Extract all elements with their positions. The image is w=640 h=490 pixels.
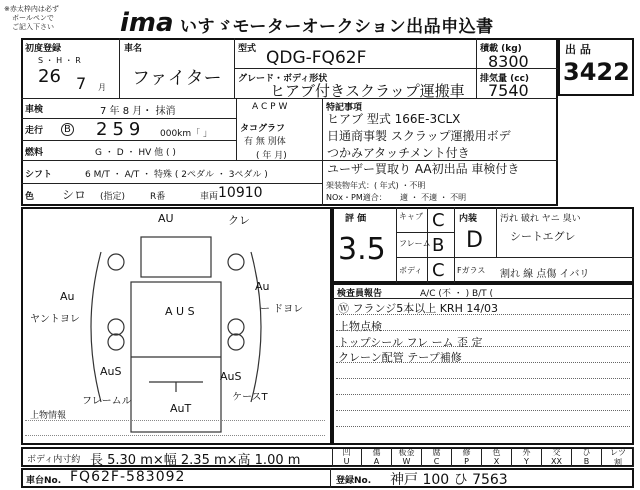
shift-label: シフト [25,170,53,180]
mileage-label: 走行 [25,126,44,136]
legend-cell: B [572,457,602,467]
legend-cell: Y [512,457,542,467]
inspection: 7 年 8 月・ 抹消 [100,106,176,117]
note-bot: ご記入下さい [12,23,54,31]
frame-grade: B [432,235,445,256]
diag-left-1: Au [60,290,75,303]
legend-cell: レツ [610,448,626,457]
nox-label: NOx・PM適合： [326,193,387,202]
inspector-line-2: 上物点検 [338,320,382,333]
first-reg-month: 7 [76,74,87,93]
first-reg-year: 26 [38,66,61,87]
interior-label: 内装 [459,214,478,224]
tachograph-date: ( 年 月) [256,151,287,161]
legend-cell: 交 [542,447,572,457]
diag-bottom: AuT [170,402,192,415]
shift: 6 M/T ・ A/T ・ 特殊 ( 2ペダル ・ 3ペダル ) [85,170,268,180]
diag-right-2: ー ドヨレ [260,304,304,315]
legend-cell: X [482,457,512,467]
note-top: ※赤太枠内は必ず [4,5,59,13]
diag-br-2: ケースT [232,392,268,403]
legend-cell: W [392,457,422,467]
legend-cell: 腐 [422,447,452,457]
diag-right-1: Au [255,280,270,293]
model: QDG-FQ62F [266,48,367,68]
legend-cell: 凹 [332,447,362,457]
mileage-b: B [61,123,74,136]
interior-notes: 汚れ 破れ ヤニ 臭い [500,214,581,224]
displacement-label: 排気量 (cc) [480,74,530,84]
legend-cell: U [332,457,362,467]
legend-cell: C [422,457,452,467]
reg-label: 登録No. [336,476,372,486]
dims-label: ボディ内寸約 [27,455,81,465]
frame-label: フレーム [399,239,431,248]
legend-cell: 板金 [392,447,422,457]
score-label: 評 価 [345,214,367,224]
dims-value: 長 5.30 m×幅 2.35 m×高 1.00 m [90,453,301,468]
weight: 10910 [218,185,263,201]
color-label: 色 [25,192,35,202]
payload-label: 積載 (kg) [480,44,522,54]
legend-row-2 [332,457,634,467]
body-label: ボディ [399,266,423,275]
reg-number: 神戸 100 ひ 7563 [390,472,508,488]
legend-cell: A [362,457,392,467]
score: 3.5 [338,232,386,267]
legend-cell: 修 [452,447,482,457]
cab-label: キャブ [399,212,423,221]
diag-top-right: クレ [228,214,250,227]
model-label: 型式 [238,44,257,54]
body-grade: C [432,260,445,281]
diag-bl-2: フレームル [82,396,132,407]
legend-cell: XX [542,457,572,467]
page-title: いすゞモーターオークション出品申込書 [180,17,494,37]
cab-grade: C [432,210,445,231]
chassis-number: FQ62F-583092 [70,469,186,485]
interior-grade: D [466,228,483,253]
legend-row-1 [332,447,634,457]
mileage: 259 [96,119,146,140]
grade: ヒアブ付きスクラップ運搬車 [270,82,465,100]
equip-label: 架装物年式：( 年式) ・不明 [326,181,426,190]
legend-cell: 割 [614,458,622,467]
month-unit: 月 [98,83,106,92]
ac-options: A C P W [252,102,288,112]
lot-number: 3422 [563,58,630,86]
fuel-options: G ・ D ・ HV 他 ( ) [95,148,176,158]
special-line-2: 日通商事製 スクラップ運搬用ボデ [327,129,511,143]
mileage-unit: 000km「 」 [160,129,213,139]
grade-label: グレード・ボディ形状 [238,74,328,84]
diag-left-2: ヤントヨレ [30,314,80,325]
ima-logo: ima [120,8,174,38]
inspector-label: 検査員報告 [337,289,383,299]
glass-options: 割れ 線 点傷 イバリ [500,269,590,280]
chassis-label: 車台No. [26,476,62,486]
upper-info-label: 上物情報 [30,411,67,421]
fuel-label: 燃料 [25,148,44,158]
legend-cell: P [452,457,482,467]
special-line-1: ヒアブ 型式 166E-3CLX [327,112,461,126]
diag-center: A U S [165,305,195,318]
nox-value: 適 ・ 不適 ・ 不明 [400,193,467,202]
tachograph-label: タコグラフ [240,124,286,134]
special-label: 特記事項 [326,103,363,113]
first-reg-label: 初度登録 [25,44,62,54]
car-name: ファイター [132,68,222,89]
seat-note: シートエグレ [510,230,576,243]
displacement: 7540 [488,81,529,100]
era-options: S ・ H ・ R [38,56,81,65]
legend-cell: 色 [482,447,512,457]
legend-cell: 傷 [362,447,392,457]
payload: 8300 [488,52,529,71]
diag-top-left: AU [158,212,174,225]
inspector-line-4: クレーン配管 テープ補修 [338,351,462,364]
diag-bl-1: AuS [100,365,122,378]
inspection-label: 車検 [25,105,44,115]
inspector-line-3: トップシール フレ ーム 歪 定 [338,336,483,349]
color: シロ [62,188,87,202]
lot-label: 出 品 [565,43,591,56]
inspector-line-1: Ⓦ フランジ5本以上 KRH 14/03 [338,302,499,315]
tachograph-options: 有 無 別体 [244,137,286,147]
diag-br-1: AuS [220,370,242,383]
color-spec: (指定) [100,192,126,202]
special-line-4: ユーザー買取り AA初出品 車検付き [327,162,520,176]
ac-bt-label: A/C (不 ・ ) B/T ( [420,289,494,299]
note-mid: ボールペンで [12,14,54,22]
legend-cell: 外 [512,447,542,457]
color-no: R番 [150,192,166,202]
special-line-3: つかみアタッチメント付き [327,146,470,160]
glass-label: Fガラス [457,266,486,275]
car-name-label: 車名 [124,44,143,54]
weight-label: 車両 [200,192,219,202]
legend-cell: ひ [572,447,602,457]
